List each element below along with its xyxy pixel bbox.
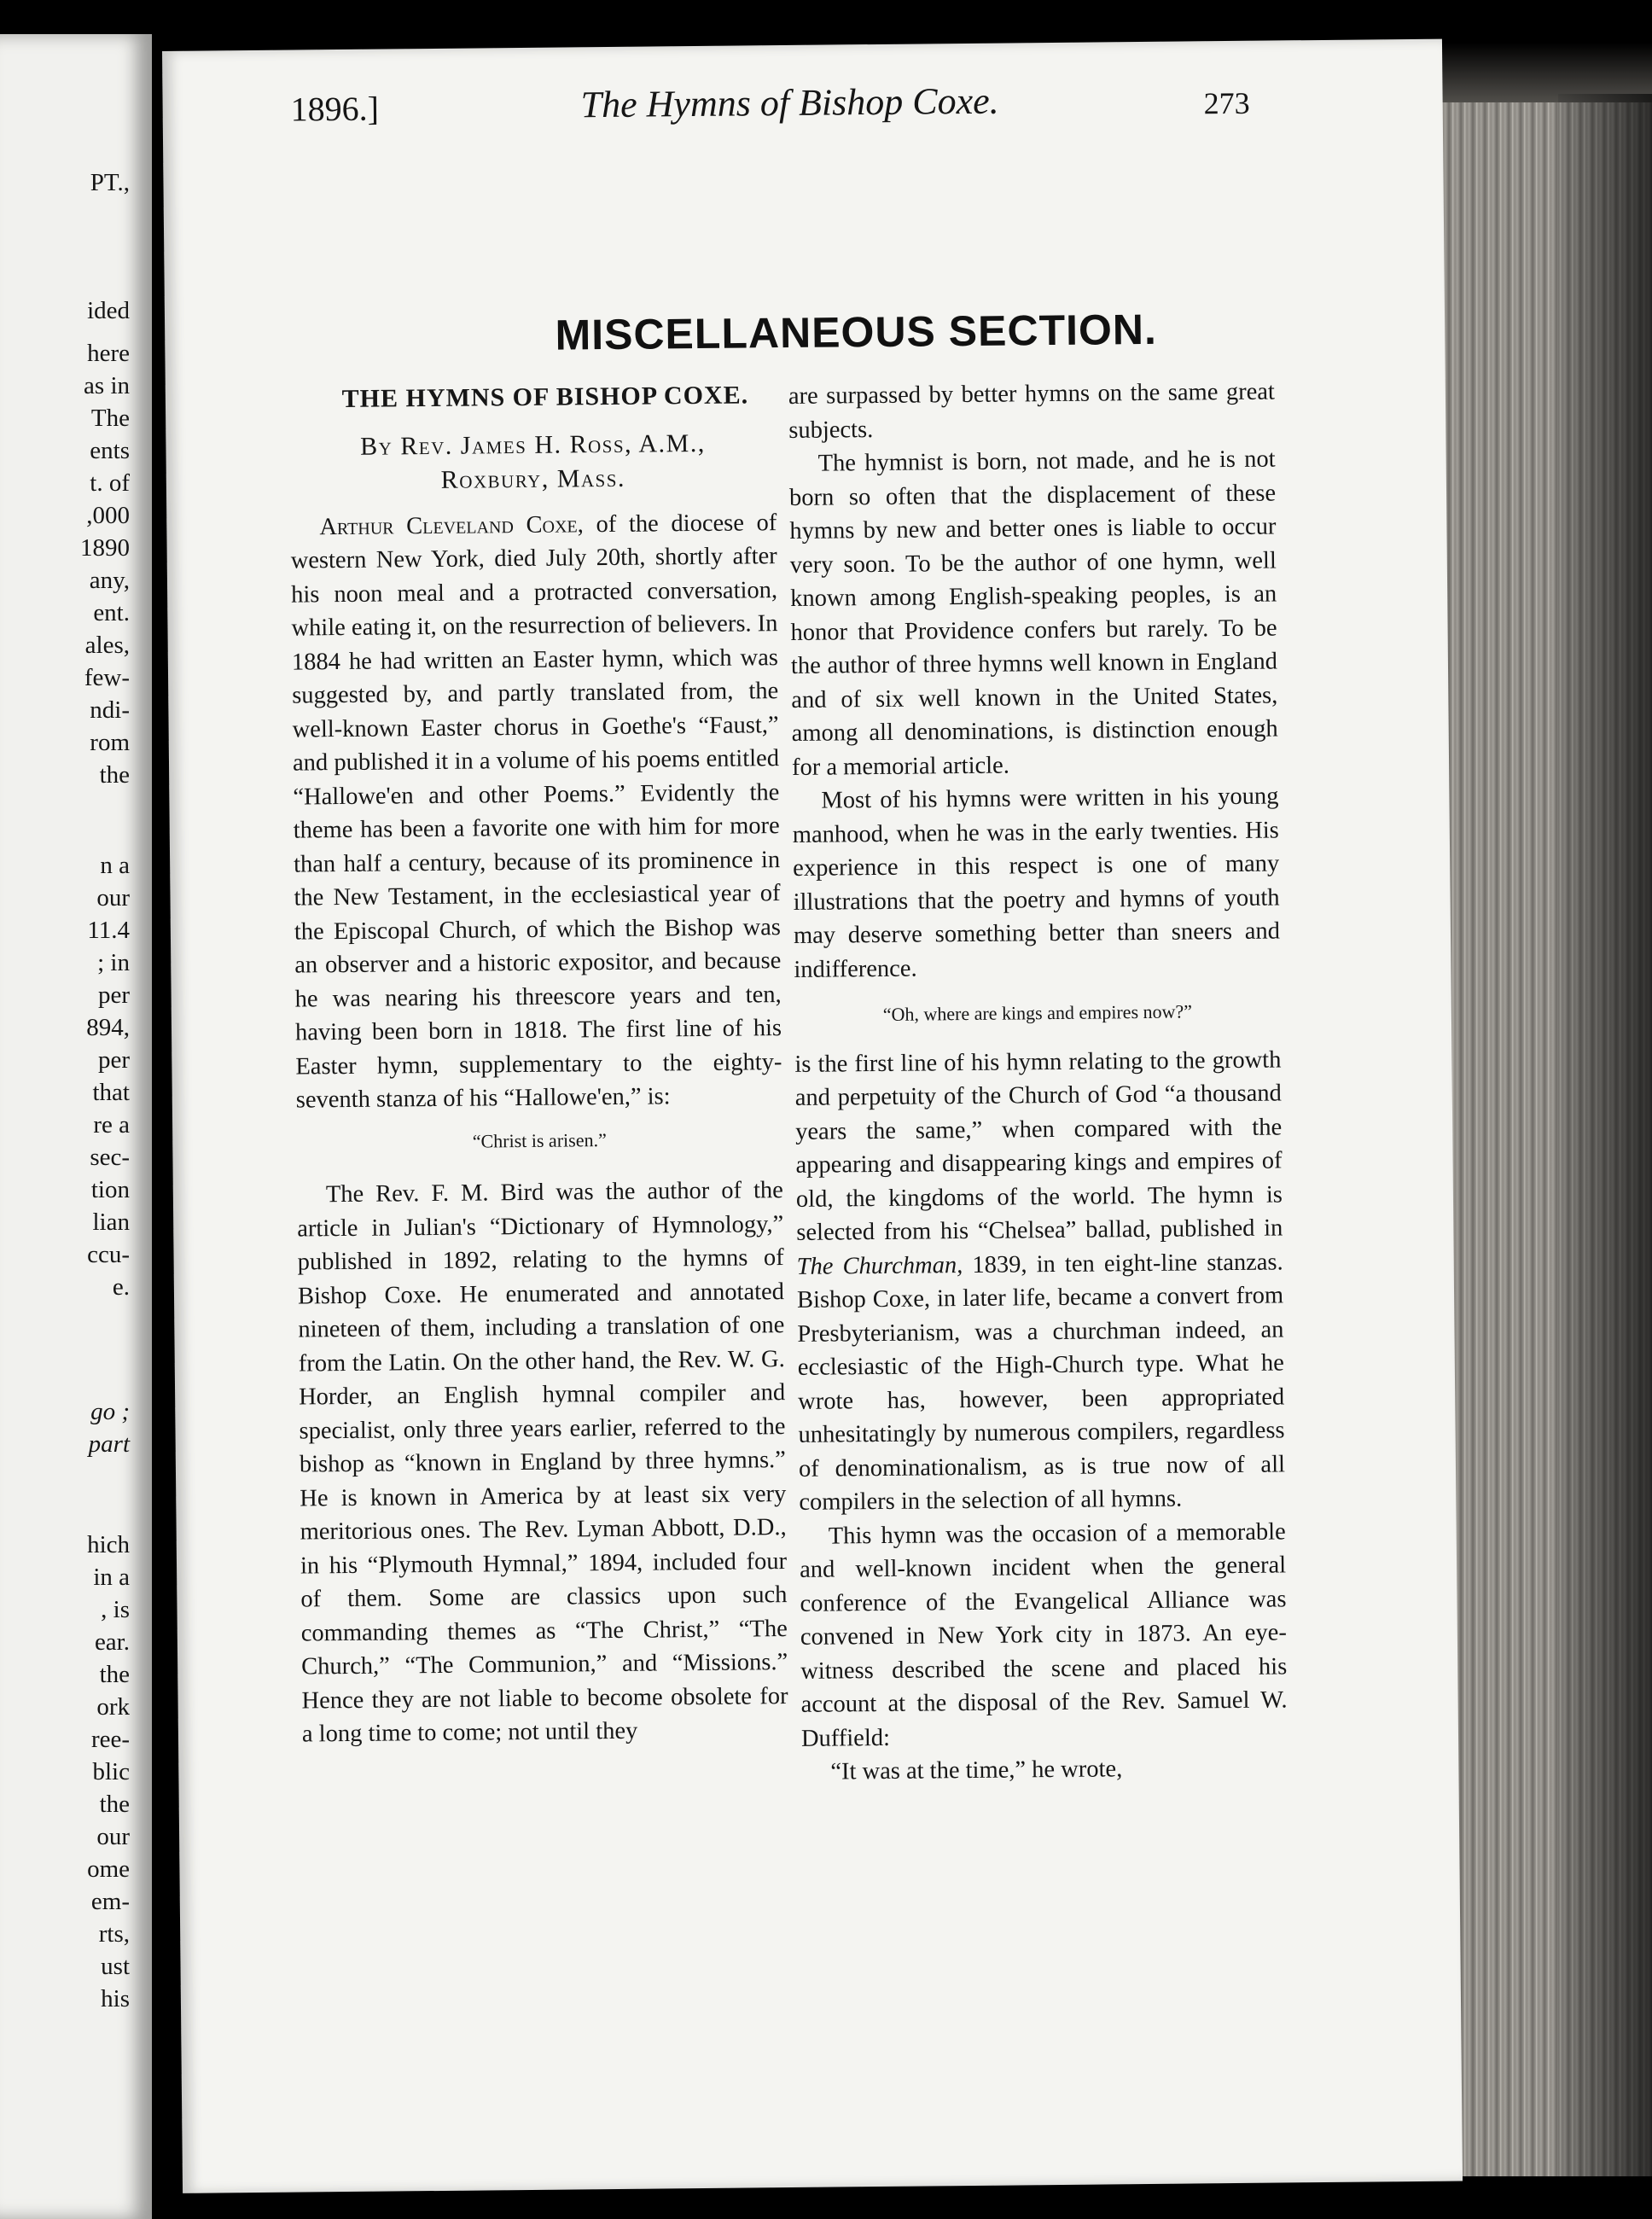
previous-page-text-fragment: ales, xyxy=(84,632,130,659)
paragraph-text: is the first line of his hymn relating to the growth and perpetuity of the Church of God “a thousand years the same,” when compared with the appearing and disappearing kings and empires of old, the kingdoms of the world. The hymn is selected from his “Chelsea” ballad, published in xyxy=(794,1045,1283,1246)
previous-page-text-fragment: hich xyxy=(87,1531,130,1558)
previous-page-text-fragment: lian xyxy=(92,1209,130,1236)
previous-page-text-fragment: 894, xyxy=(86,1014,130,1041)
previous-page-text-fragment: per xyxy=(97,981,130,1009)
paragraph xyxy=(290,506,782,1117)
paragraph: This hymn was the occasion of a memorable and well-known incident when the general conference of the Evangelical Alliance was convened in New York city in 1873. An eye-witness described the scene and placed his account at the disposal of the Rev. Samuel W. Duffield: xyxy=(799,1517,1288,1752)
periodical-title: The Churchman, xyxy=(796,1251,963,1280)
previous-page-text-fragment: ents xyxy=(90,437,130,464)
previous-page-text-fragment: ust xyxy=(101,1953,130,1980)
previous-page-text-fragment: ent. xyxy=(93,599,130,626)
header-running-title: The Hymns of Bishop Coxe. xyxy=(580,79,999,126)
previous-page-text-fragment: PT., xyxy=(90,169,130,196)
previous-page-text-fragment: his xyxy=(101,1985,130,2012)
byline-author: By Rev. James H. Ross, A.M., xyxy=(359,428,706,461)
previous-page-text-fragment: ork xyxy=(96,1693,130,1721)
paragraph: Most of his hymns were written in his young manhood, when he was in the early twenties. His experience in this respect is one of many illustrations that the poetry and hymns of youth may deserve something better than sneers and indifference. xyxy=(792,783,1281,983)
previous-page-text-fragment: sec- xyxy=(90,1144,130,1171)
paragraph: The hymnist is born, not made, and he is not born so often that the displacement of these hymns by new and better ones is liable to occur very soon. To be the author of one hymn, well known among English-speaking peoples, is an honor that Providence confers but rarely. To be the author of three hymns well known in England and of six well known in the United States, among all denominations, is distinction enough for a memorial article. xyxy=(788,446,1278,781)
book-page xyxy=(162,39,1463,2193)
previous-page-text-fragment: ; in xyxy=(97,949,130,976)
previous-page-text-fragment: tion xyxy=(90,1176,130,1203)
previous-page-text-fragment: part xyxy=(88,1430,130,1458)
paragraph: “It was at the time,” he wrote, xyxy=(830,1756,1123,1785)
previous-page-text-fragment: go ; xyxy=(90,1398,130,1425)
previous-page-text-fragment: here xyxy=(87,340,130,367)
quoted-line: “Oh, where are kings and empires now?” xyxy=(882,1000,1193,1025)
previous-page-text-fragment: ear. xyxy=(94,1628,130,1656)
right-column xyxy=(788,376,1288,1790)
left-column xyxy=(289,378,788,1751)
previous-page-text-fragment: 11.4 xyxy=(87,917,130,944)
paragraph-text: of the diocese of western New York, died July 20th, shortly after his noon meal and a protracted conversation, while eating it, on the resurrection of believers. In 1884 he had written an Easter hymn, which was suggested by, and partly translated from, the well-known Easter chorus in Goethe's “Faust,” and published it in a volume of his poems entitled “Hallowe'en and other Poems.” Evidently the theme has been a favorite one with him for more than half a century, because of its prominence in the New Testament, in the ecclesiastical year of the Episcopal Church, of which the Bishop was an observer and a historic expositor, and because he was nearing his threescore years and ten, having been born in 1818. The first line of his Easter hymn, supplementary to the eighty-seventh stanza of his “Hallowe'en,” is: xyxy=(290,509,782,1114)
previous-page-text-fragment: ccu- xyxy=(87,1241,130,1268)
previous-page-text-fragment: per xyxy=(97,1046,130,1074)
previous-page-text-fragment: our xyxy=(96,1823,130,1850)
previous-page-text-fragment: as in xyxy=(84,372,130,399)
section-title: MISCELLANEOUS SECTION. xyxy=(555,305,1158,359)
previous-page-edge xyxy=(0,34,152,2219)
quoted-line: “Christ is arisen.” xyxy=(472,1128,607,1152)
paragraph-text: 1839, in ten eight-line stanzas. Bishop Coxe, in later life, became a convert from Presbyterianism, was a churchman indeed, an ecclesiastic of the High-Church type. What he wrote has, however, been appropriated unhesitatingly by numerous compilers, regardless of denominationalism, as is true now of all compilers in the selection of all hymns. xyxy=(796,1248,1286,1516)
previous-page-text-fragment: t. of xyxy=(90,469,130,497)
header-date: 1896.] xyxy=(290,89,380,129)
previous-page-text-fragment: , is xyxy=(101,1596,130,1623)
previous-page-text-fragment: the xyxy=(99,761,130,789)
previous-page-text-fragment: rts, xyxy=(98,1920,130,1948)
previous-page-text-fragment: in a xyxy=(93,1564,130,1591)
paragraph xyxy=(794,1043,1285,1519)
previous-page-text-fragment: The xyxy=(90,405,130,432)
previous-page-text-fragment: that xyxy=(92,1079,130,1106)
previous-page-text-fragment: rom xyxy=(90,729,130,756)
previous-page-text-fragment: ,000 xyxy=(86,502,130,529)
paragraph: are surpassed by better hymns on the same great subjects. xyxy=(788,378,1276,444)
running-header xyxy=(162,39,1443,129)
previous-page-text-fragment: n a xyxy=(100,852,130,879)
previous-page-text-fragment: re a xyxy=(93,1111,130,1139)
previous-page-text-fragment: ndi- xyxy=(90,696,130,724)
previous-page-text-fragment: e. xyxy=(112,1273,130,1301)
previous-page-text-fragment: blic xyxy=(92,1758,130,1785)
book-edge-shadow xyxy=(1558,94,1652,2176)
article-title: THE HYMNS OF BISHOP COXE. xyxy=(341,381,749,413)
previous-page-text-fragment: few- xyxy=(84,664,130,691)
previous-page-text-fragment: 1890 xyxy=(80,534,130,562)
paragraph-lead: Arthur Cleveland Coxe, xyxy=(319,510,584,540)
previous-page-text-fragment: ome xyxy=(87,1855,130,1883)
previous-page-text-fragment: ided xyxy=(87,297,130,324)
previous-page-text-fragment: any, xyxy=(89,567,130,594)
byline-location: Roxbury, Mass. xyxy=(440,463,626,494)
page-number: 273 xyxy=(1203,85,1250,121)
previous-page-text-fragment: em- xyxy=(90,1888,130,1915)
previous-page-text-fragment: ree- xyxy=(90,1726,130,1753)
paragraph: The Rev. F. M. Bird was the author of the article in Julian's “Dictionary of Hymnology,” published in 1892, relating to the hymns of Bishop Coxe. He enumerated and annotated nineteen of them, including a translation of one from the Latin. On the other hand, the Rev. W. G. Horder, an English hymnal compiler and specialist, only three years earlier, referred to the bishop as “known in England by three hymns.” He is known in America by at least six very meritorious ones. The Rev. Lyman Abbott, D.D., in his “Plymouth Hymnal,” 1894, included four of them. Some are classics upon such commanding themes as “The Christ,” “The Church,” “The Communion,” and “Missions.” Hence they are not liable to become obsolete for a long time to come; not until they xyxy=(297,1177,788,1748)
previous-page-text-fragment: the xyxy=(99,1791,130,1818)
previous-page-text-fragment: our xyxy=(96,884,130,911)
previous-page-text-fragment: the xyxy=(99,1661,130,1688)
